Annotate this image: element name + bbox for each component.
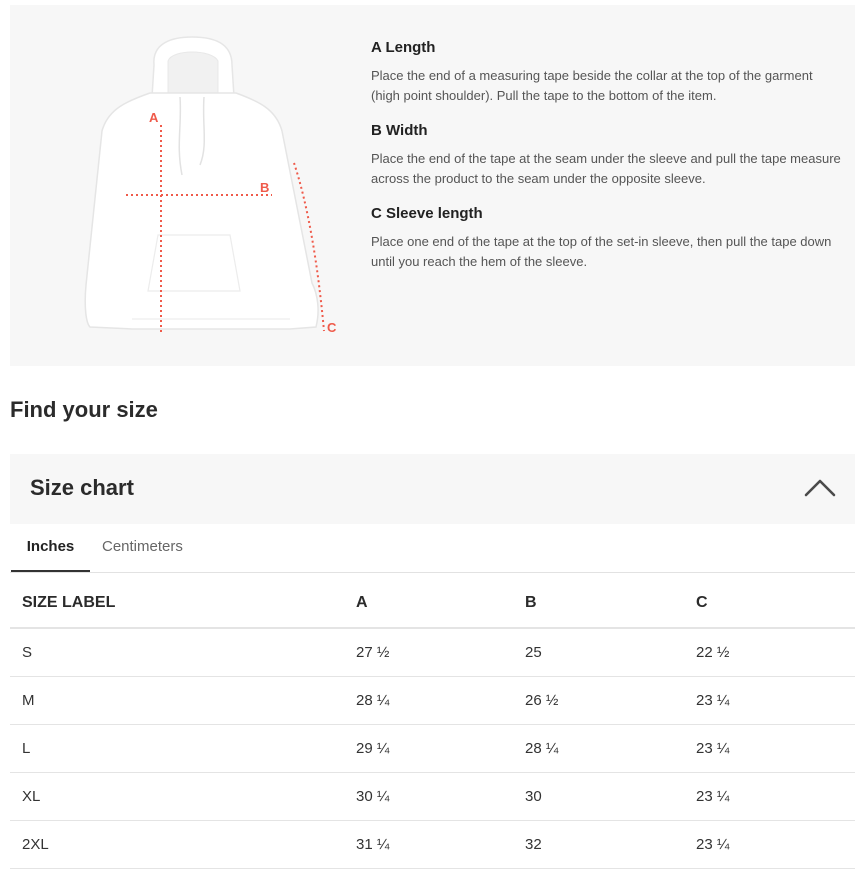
measure-b-text: Place the end of the tape at the seam under the sleeve and pull the tape measure across the product to the seam under the opposite sleeve. (371, 151, 841, 186)
unit-tabs (10, 524, 855, 573)
table-row (10, 725, 855, 773)
measure-b (371, 122, 841, 189)
cell-b: 25 (513, 628, 684, 677)
header-a: A (344, 579, 513, 628)
cell-size-label: S (10, 628, 344, 677)
cell-b: 32 (513, 821, 684, 869)
measure-a (371, 39, 841, 106)
table-header-row (10, 579, 855, 628)
table-row (10, 628, 855, 677)
measure-c-text: Place one end of the tape at the top of the set-in sleeve, then pull the tape down until you reach the hem of the sleeve. (371, 234, 832, 269)
tab-centimeters[interactable]: Centimeters (102, 538, 183, 555)
cell-size-label: L (10, 725, 344, 773)
hoodie-diagram (72, 35, 342, 340)
marker-c: C (327, 320, 337, 335)
measurement-guide (10, 5, 855, 366)
cell-a: 29 ¼ (344, 725, 513, 773)
chevron-up-icon[interactable] (803, 476, 837, 500)
cell-a: 30 ¼ (344, 773, 513, 821)
measure-b-title: B Width (371, 122, 428, 139)
header-b: B (513, 579, 684, 628)
size-chart-title: Size chart (30, 475, 134, 500)
table-row (10, 821, 855, 869)
cell-a: 31 ¼ (344, 821, 513, 869)
cell-size-label: M (10, 677, 344, 725)
table-row (10, 773, 855, 821)
header-c: C (684, 579, 855, 628)
hoodie-illustration (85, 37, 318, 329)
measure-a-text: Place the end of a measuring tape beside the collar at the top of the garment (high point shoulder). Pull the tape to the bottom of the item. (371, 68, 813, 103)
marker-b: B (260, 180, 270, 195)
cell-size-label: 2XL (10, 821, 344, 869)
cell-c: 23 ¼ (684, 773, 855, 821)
cell-b: 26 ½ (513, 677, 684, 725)
cell-a: 28 ¼ (344, 677, 513, 725)
cell-c: 23 ¼ (684, 725, 855, 773)
header-size-label: SIZE LABEL (10, 579, 344, 628)
size-chart-toggle[interactable] (10, 454, 855, 524)
measure-c-title: C Sleeve length (371, 205, 483, 222)
table-row (10, 677, 855, 725)
cell-b: 28 ¼ (513, 725, 684, 773)
cell-c: 23 ¼ (684, 677, 855, 725)
measurement-instructions (371, 39, 841, 288)
find-your-size-heading: Find your size (10, 397, 158, 422)
tab-inches[interactable]: Inches (11, 524, 90, 572)
size-table (10, 579, 855, 869)
measure-c (371, 205, 841, 272)
cell-c: 22 ½ (684, 628, 855, 677)
cell-c: 23 ¼ (684, 821, 855, 869)
marker-a: A (149, 110, 159, 125)
cell-size-label: XL (10, 773, 344, 821)
cell-a: 27 ½ (344, 628, 513, 677)
cell-b: 30 (513, 773, 684, 821)
measure-a-title: A Length (371, 39, 436, 56)
